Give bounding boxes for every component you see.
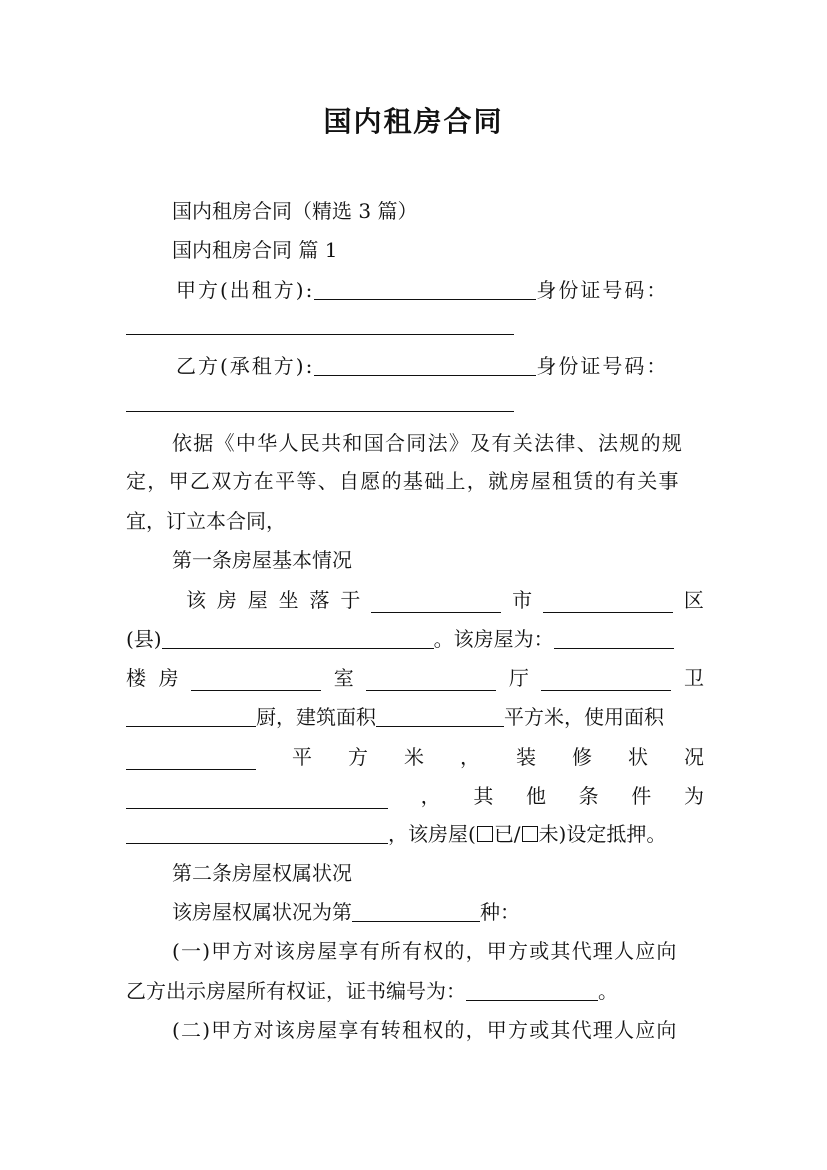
text: 厨，建筑面积	[256, 705, 376, 729]
other-conditions-blank[interactable]	[126, 823, 388, 844]
party-b-id-line	[126, 389, 704, 415]
text: 平方米，使用面积	[504, 705, 664, 729]
text: 厅	[508, 666, 529, 690]
district-blank[interactable]	[543, 592, 673, 613]
text: 房	[158, 666, 179, 690]
preamble-line-2: 定，甲乙双方在平等、自愿的基础上，就房屋租赁的有关事	[126, 469, 680, 493]
item-2-line-1: (二)甲方对该房屋享有转租权的，甲方或其代理人应向	[172, 1018, 678, 1042]
text: 其	[473, 784, 494, 808]
party-b-label: 乙方(承租方):	[176, 354, 315, 378]
house-type-blank[interactable]	[554, 628, 674, 649]
party-b-id-blank[interactable]	[126, 391, 514, 412]
section-heading: 国内租房合同 篇 1	[172, 238, 338, 262]
text: 。	[598, 979, 618, 1003]
ownership-type-blank[interactable]	[352, 901, 480, 922]
text: 修	[572, 745, 592, 769]
text: 。该房屋为：	[433, 627, 554, 651]
preamble-line-1: 依据《中华人民共和国合同法》及有关法律、法规的规	[172, 431, 684, 455]
location-line	[186, 587, 704, 613]
other-conditions-line	[126, 783, 704, 809]
preamble-line-3: 宜，订立本合同，	[126, 509, 286, 533]
text: 屋	[247, 588, 268, 612]
subtitle: 国内租房合同（精选 3 篇）	[172, 199, 418, 223]
rooms-line	[126, 665, 704, 691]
party-b-id-label: 身份证号码：	[536, 354, 669, 378]
text: 件	[631, 784, 652, 808]
county-blank[interactable]	[162, 628, 434, 649]
article-1-title: 第一条房屋基本情况	[172, 548, 352, 572]
party-a-id-blank[interactable]	[126, 314, 514, 335]
party-b-line	[176, 353, 704, 379]
text: 平	[292, 745, 312, 769]
text: 条	[578, 784, 599, 808]
text: 卫	[683, 666, 704, 690]
text: 已/	[493, 822, 521, 846]
kitchen-count-blank[interactable]	[126, 706, 256, 727]
area-line	[126, 704, 704, 730]
county-line	[126, 626, 704, 652]
text: 该	[186, 588, 206, 612]
hall-count-blank[interactable]	[366, 670, 496, 691]
party-a-name-blank[interactable]	[314, 279, 536, 300]
party-a-label: 甲方(出租方):	[176, 278, 315, 302]
text: 室	[333, 666, 354, 690]
text: 该房屋权属状况为第	[172, 900, 352, 924]
decoration-line	[126, 744, 704, 770]
mortgage-line	[126, 821, 726, 847]
document-title: 国内租房合同	[323, 105, 504, 138]
party-a-id-line	[126, 312, 704, 338]
text: 市	[512, 588, 533, 612]
party-a-id-label: 身份证号码：	[536, 278, 669, 302]
text: 落	[309, 588, 330, 612]
party-b-name-blank[interactable]	[314, 355, 536, 376]
mortgaged-checkbox[interactable]	[477, 826, 493, 842]
text: ，	[460, 745, 480, 769]
text: 米	[404, 745, 424, 769]
party-a-line	[176, 277, 704, 303]
text: 房	[216, 588, 237, 612]
text: 区	[683, 588, 704, 612]
text: 为	[683, 784, 704, 808]
text: 况	[684, 745, 704, 769]
city-blank[interactable]	[371, 592, 501, 613]
building-area-blank[interactable]	[376, 706, 504, 727]
bath-count-blank[interactable]	[541, 670, 671, 691]
text: 装	[516, 745, 536, 769]
text: 状	[628, 745, 648, 769]
decoration-status-blank[interactable]	[126, 788, 388, 809]
text: 于	[340, 588, 361, 612]
room-count-blank[interactable]	[191, 670, 321, 691]
text: 坐	[278, 588, 299, 612]
text: 种：	[480, 900, 520, 924]
not-mortgaged-checkbox[interactable]	[522, 826, 538, 842]
text: 未)设定抵押。	[538, 822, 667, 846]
text: 他	[525, 784, 546, 808]
text: 楼	[126, 666, 146, 690]
text: ，该房屋(	[388, 822, 476, 846]
text: 方	[348, 745, 368, 769]
text: 乙方出示房屋所有权证，证书编号为：	[126, 979, 466, 1003]
certificate-number-blank[interactable]	[466, 980, 598, 1001]
item-1-line-2	[126, 978, 704, 1004]
article-2-title: 第二条房屋权属状况	[172, 861, 352, 885]
usable-area-blank[interactable]	[126, 749, 256, 770]
text: (县)	[126, 627, 162, 651]
item-1-line-1: (一)甲方对该房屋享有所有权的，甲方或其代理人应向	[172, 939, 678, 963]
ownership-line	[172, 899, 704, 925]
text: ，	[420, 784, 441, 808]
